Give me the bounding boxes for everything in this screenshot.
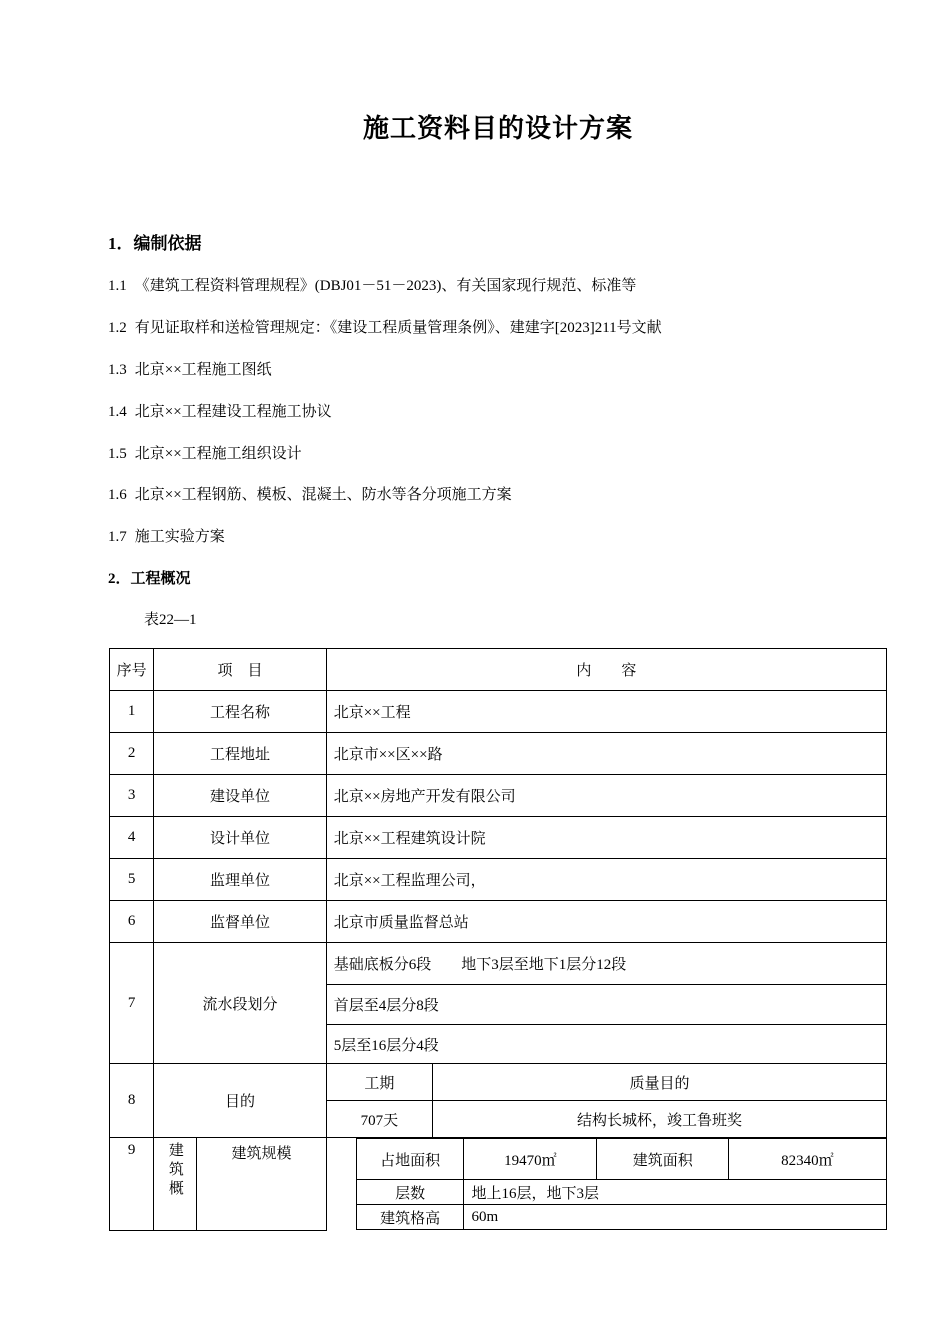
table-row bbox=[110, 1138, 887, 1231]
basis-item bbox=[108, 316, 662, 337]
height-label: 建筑格高 bbox=[356, 1205, 464, 1230]
basis-item bbox=[108, 274, 636, 295]
floor-area-value: 82340㎡ bbox=[729, 1139, 886, 1180]
height-value: 60m bbox=[464, 1205, 886, 1230]
row-content: 北京市质量监督总站 bbox=[326, 901, 886, 943]
item-text: 北京××工程建设工程施工协议 bbox=[134, 404, 332, 420]
row-seq: 2 bbox=[110, 733, 154, 775]
item-number: 1.3 bbox=[108, 362, 127, 378]
row-content: 北京××工程监理公司， bbox=[326, 859, 886, 901]
floors-label: 层数 bbox=[356, 1180, 464, 1205]
table-row bbox=[110, 901, 887, 943]
table-row bbox=[110, 691, 887, 733]
basis-item bbox=[108, 442, 302, 463]
row-content: 北京市××区××路 bbox=[326, 733, 886, 775]
row-seq: 6 bbox=[110, 901, 154, 943]
row-seq: 5 bbox=[110, 859, 154, 901]
item-number: 1.1 bbox=[108, 278, 127, 294]
segment-line: 基础底板分6段 地下3层至地下1层分12段 bbox=[326, 943, 886, 985]
row-content: 北京××工程建筑设计院 bbox=[326, 817, 886, 859]
row-item: 工程地址 bbox=[154, 733, 326, 775]
quality-value: 结构长城杯，竣工鲁班奖 bbox=[433, 1101, 887, 1138]
group-label-cell bbox=[154, 1138, 197, 1231]
row-seq: 1 bbox=[110, 691, 154, 733]
item-number: 1.5 bbox=[108, 446, 127, 462]
item-number: 1.2 bbox=[108, 320, 127, 336]
group-label: 建筑概 bbox=[166, 1142, 183, 1199]
row-item: 建筑规模 bbox=[197, 1138, 326, 1231]
table-row bbox=[110, 859, 887, 901]
item-number: 1.4 bbox=[108, 404, 127, 420]
table-row bbox=[110, 943, 887, 985]
row-seq: 8 bbox=[110, 1064, 154, 1138]
table-row bbox=[110, 817, 887, 859]
scale-row bbox=[356, 1180, 886, 1205]
section-number: 1． bbox=[108, 234, 134, 253]
row-item: 监督单位 bbox=[154, 901, 326, 943]
section-number: 2． bbox=[108, 571, 131, 587]
table-header-row bbox=[110, 649, 887, 691]
scale-row bbox=[356, 1139, 886, 1180]
land-area-value: 19470㎡ bbox=[464, 1139, 597, 1180]
item-text: 北京××工程钢筋、模板、混凝土、防水等各分项施工方案 bbox=[134, 487, 512, 503]
item-number: 1.7 bbox=[108, 529, 127, 545]
row-seq: 9 bbox=[110, 1138, 154, 1231]
row-item: 目的 bbox=[154, 1064, 326, 1138]
header-content: 内 容 bbox=[326, 649, 886, 691]
basis-item bbox=[108, 483, 512, 504]
row-item: 工程名称 bbox=[154, 691, 326, 733]
scale-subtable bbox=[356, 1138, 887, 1230]
item-text: 北京××工程施工组织设计 bbox=[134, 446, 302, 462]
header-item: 项 目 bbox=[154, 649, 326, 691]
schedule-value: 707天 bbox=[326, 1101, 432, 1138]
row-item: 监理单位 bbox=[154, 859, 326, 901]
project-overview-table bbox=[109, 648, 887, 1231]
row-item: 流水段划分 bbox=[154, 943, 326, 1064]
segment-line: 首层至4层分8段 bbox=[326, 985, 886, 1025]
item-number: 1.6 bbox=[108, 487, 127, 503]
row-seq: 3 bbox=[110, 775, 154, 817]
section-label: 工程概况 bbox=[130, 569, 191, 587]
table-row bbox=[110, 733, 887, 775]
row-content: 北京××工程 bbox=[326, 691, 886, 733]
row-item: 设计单位 bbox=[154, 817, 326, 859]
section-heading-2 bbox=[108, 567, 191, 588]
section-label: 编制依据 bbox=[133, 234, 202, 254]
quality-header: 质量目的 bbox=[433, 1064, 887, 1101]
floors-value: 地上16层，地下3层 bbox=[464, 1180, 886, 1205]
table-caption: 表22—1 bbox=[144, 612, 197, 628]
scale-cell bbox=[326, 1138, 886, 1231]
row-item: 建设单位 bbox=[154, 775, 326, 817]
land-area-label: 占地面积 bbox=[356, 1139, 464, 1180]
floor-area-label: 建筑面积 bbox=[597, 1139, 729, 1180]
item-text: 有见证取样和送检管理规定：《建设工程质量管理条例》、建建字[2023]211号文献 bbox=[134, 320, 662, 336]
item-text: 施工实验方案 bbox=[134, 529, 225, 545]
section-heading-1 bbox=[108, 229, 202, 254]
segment-line: 5层至16层分4段 bbox=[326, 1025, 886, 1064]
table-row bbox=[110, 1064, 887, 1101]
header-seq: 序号 bbox=[110, 649, 154, 691]
basis-item bbox=[108, 358, 272, 379]
row-seq: 7 bbox=[110, 943, 154, 1064]
basis-item bbox=[108, 400, 332, 421]
item-text: 北京××工程施工图纸 bbox=[134, 362, 272, 378]
schedule-header: 工期 bbox=[326, 1064, 432, 1101]
scale-row bbox=[356, 1205, 886, 1230]
table-row bbox=[110, 775, 887, 817]
item-text: 《建筑工程资料管理规程》(DBJ01－51－2023)、有关国家现行规范、标准等 bbox=[134, 278, 637, 294]
basis-item bbox=[108, 525, 225, 546]
row-content: 北京××房地产开发有限公司 bbox=[326, 775, 886, 817]
row-seq: 4 bbox=[110, 817, 154, 859]
document-title: 施工资料目的设计方案 bbox=[362, 114, 633, 144]
